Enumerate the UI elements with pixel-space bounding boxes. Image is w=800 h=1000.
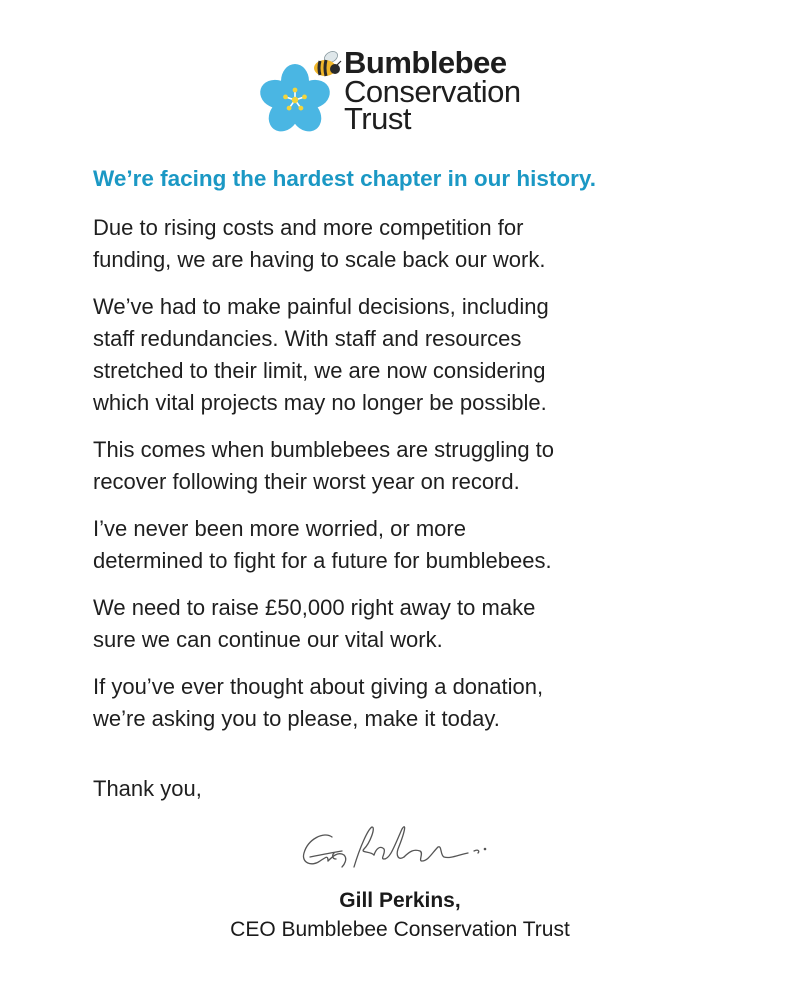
appeal-headline: We’re facing the hardest chapter in our history. [93,166,597,191]
paragraph-line: I’ve never been more worried, or more [93,516,466,541]
paragraph-line: we’re asking you to please, make it today. [93,706,500,731]
paragraph [93,671,733,735]
letter-body [93,212,733,750]
paragraph-line: stretched to their limit, we are now considering [93,358,546,383]
paragraph-line: Due to rising costs and more competition for [93,215,524,240]
paragraph [93,291,733,419]
closing-line: Thank you, [93,776,202,801]
paragraph-line: If you’ve ever thought about giving a donation, [93,674,544,699]
paragraph-line: We need to raise £50,000 right away to make [93,595,536,620]
paragraph-line: which vital projects may no longer be possible. [93,390,547,415]
paragraph-line: This comes when bumblebees are struggling to [93,437,555,462]
paragraph [93,592,733,656]
paragraph-line: recover following their worst year on record. [93,469,520,494]
paragraph-line: determined to fight for a future for bumblebees. [93,548,552,573]
paragraph-line: staff redundancies. With staff and resources [93,326,522,351]
organization-logo [255,46,555,141]
bumblebee-icon [311,50,343,80]
paragraph-line: funding, we are having to scale back our work. [93,247,546,272]
logo-name-line2: Conservation [344,74,521,109]
paragraph [93,513,733,577]
logo-name-line3: Trust [344,101,411,136]
paragraph [93,434,733,498]
paragraph [93,212,733,276]
paragraph-line: We’ve had to make painful decisions, including [93,294,549,319]
handwritten-signature [298,815,503,880]
signer-title: CEO Bumblebee Conservation Trust [230,918,570,941]
signer-name: Gill Perkins, [339,889,461,912]
paragraph-line: sure we can continue our vital work. [93,627,443,652]
logo-name-line1: Bumblebee [344,45,507,80]
